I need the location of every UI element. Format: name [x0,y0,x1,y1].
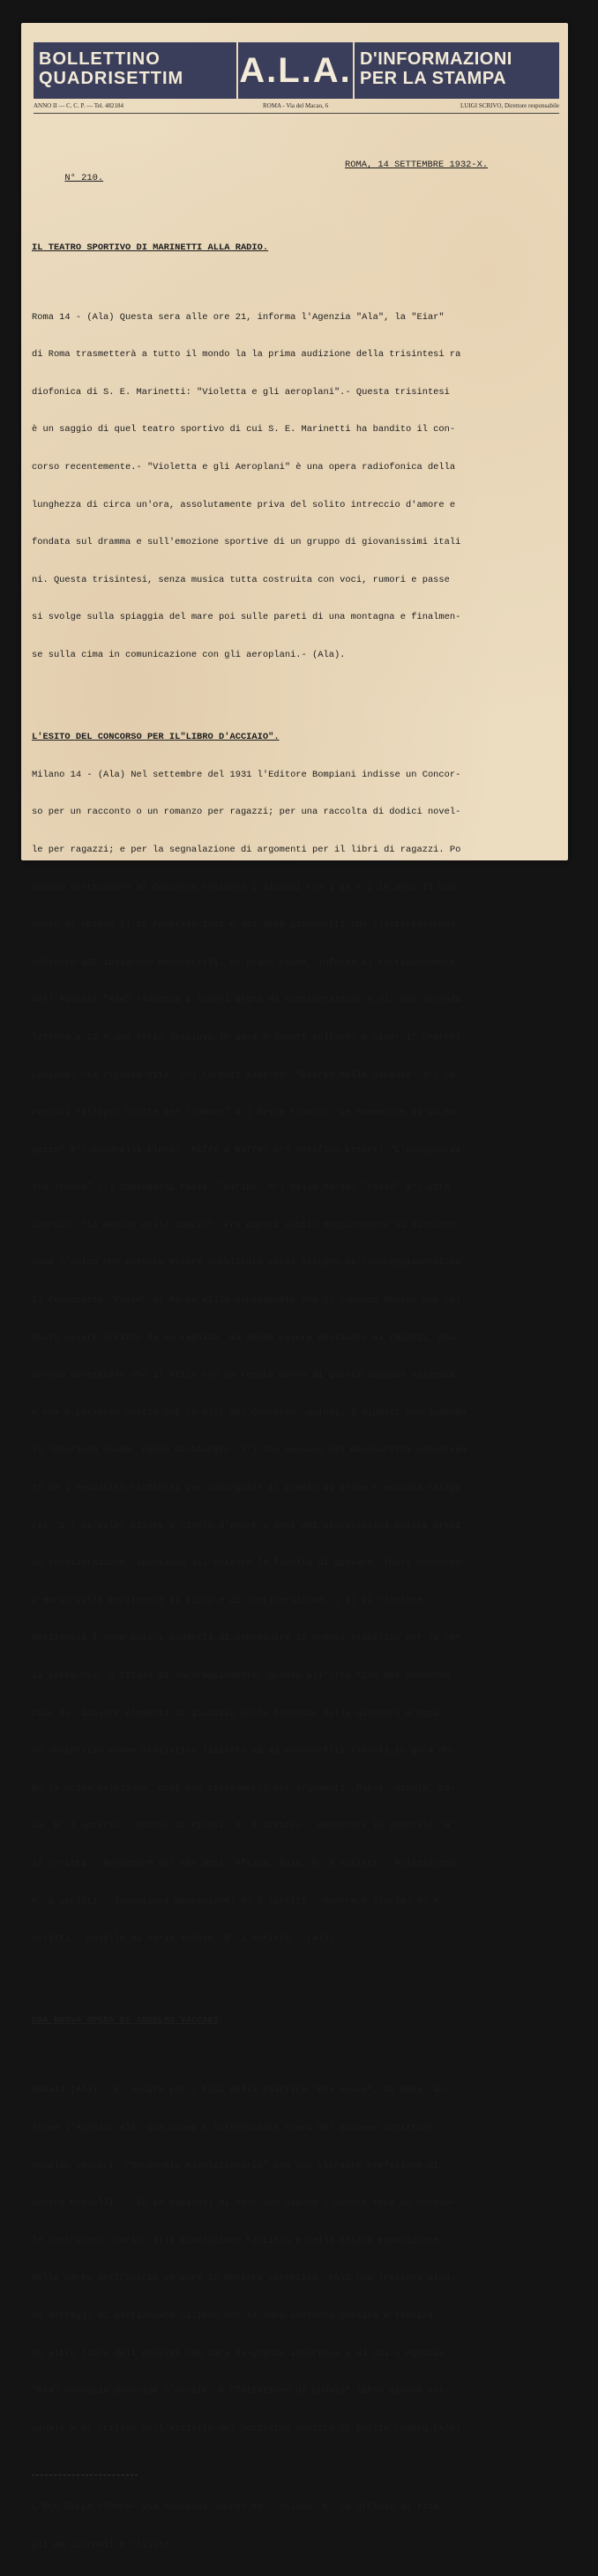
article-line: Giorgio: "La Regina dello Spazio". Fra questi subito maggiormente si distinse, [32,1219,461,1231]
article-line: corso recentemente.- "Violetta e gli Aeroplani" è una opera radiofonica della [32,461,456,473]
article-line: soltanto 182 inviarono manoscritti. Un primo esame, informa il corrispondente [32,957,456,968]
article-line: come l'unico che potesse essere pubblicato senza bisogno di rimaneggiamenti,ma [32,1257,461,1269]
article-line: sa: N° 7 scritti - Storie di Pirati: N° 4 scritti - Avventure in generale: N° [32,1820,456,1832]
article-line: dovuto constatare che il Villa non ha tenuto conto di questa seconda esigenza [32,1370,456,1381]
article-line: le per ragazzi; e per la segnalazione di argomenti per il libri di ragazzi. Po [32,844,461,855]
article-heading: L'ESITO DEL CONCORSO PER IL"LIBRO D'ACCIAIO". [32,732,280,743]
article-line: diofonica di S. E. Marinetti: "Violetta e gli aeroplani".- Questa trisintesi [32,386,450,398]
article-line: fondata sul dramma e sull'emozione sportive di un gruppo di giovanissimi itali [32,537,461,548]
article-line: so per un racconto o un romanzo per ragazzi; per una raccolta di dodici novel- [32,807,461,818]
article-line: Roma 14 - (Ala) Questa sera alle ore 21, informa l'Agenzia "Ala", la "Eiar" [32,311,445,323]
article-line: ginale e di critica sull'attività del notissimo scritto di Emilio Ludwig.(Ala) [32,2423,461,2434]
footer-line: L'ECO DELLA STAMPA- Via Giovanni Jaurès 60 - Milano. E' un ufficio di rita- [32,2501,445,2513]
article-line: un obbiettivo esame statistico limitato ai 41 manoscritti rimasti in gara do- [32,1746,456,1757]
masthead-right-line1: D'INFORMAZIONI [360,49,512,69]
info-director: LUIGI SCRIVO, Direttore responsabile [460,102,559,109]
article-line: in considerazione, lasciando all'editore la facoltà di giovare, fuori concorso- [32,1558,467,1569]
article-line: ni. Questa trisintesi, senza musica tutta costruita con voci, rumori e passe [32,574,450,585]
article-line: Un altro libro dell'Anselmi che sarà di grande interesse e di cui l'Agenzia [32,2348,445,2359]
article-line: il romanzetto "Paese" di Mario Villa considerato che il romanzo doveva non sol [32,1295,461,1307]
article-heading: IL TEATRO SPORTIVO DI MARINETTI ALLA RADIO. [32,242,269,253]
article-line: Luciano: "La Piccola Vita" 2°) Lorenzi Alberto: "Diario delle vacanze" 3°) Lo- [32,1069,461,1081]
masthead-right-line2: PER LA STAMPA [360,69,507,88]
article-line: forma l'Agenzia Ala, una nuova e interessante opera del.giovane scrittore [32,2122,434,2133]
article-line: a Mario Villa meritevole di aiuto e di considerazione. ; 3) Di rinstere [32,1595,422,1606]
article-line: za categoria, a titolo di incoraggiamento. Quanto all'ltro fine del Concorso [32,1671,450,1681]
article-line: Roma14 (Ala) - E' uscita per i tipi della Editrice "Ars nuova", di Roma, in- [32,2085,450,2096]
article-line: renzoni Filippo: "Lotte per l'Amore" 4°) Pesce Franco: "Le Avventure di un Ra- [32,1107,461,1119]
article-line: ti ha i requisiti richiesti per conseguire il premio di prima e seconda catego [32,1483,461,1494]
article-line: tanto essere scritto da un ragazzo, ma anche essere destinato ai ragazzi, han [32,1332,456,1344]
masthead-info-bar [34,101,559,114]
masthead-title-right [355,42,559,99]
article-line: lettura a 12 e una terza lasciava in gara 9 lavori soltanto e cioè: 1° Cherchi [32,1031,461,1043]
article-line: "Ala" annunzia prossima l'uscita, è "Imitazione di Ludwig" libro vivace ori- [32,2386,450,2397]
info-year-phone: ANNO II — C. C. P. — Tel. 482184 [34,102,124,109]
article-line: cioè di ricavare elementi di giudizio sulle tendenze della gioventù d'oggi [32,1708,439,1719]
footer-line: gli da giornali e riviste. [32,2539,176,2550]
article-line: N° 2 scritti - Invenzioni meccaniche: N° 3 scritti - Guerra e Storia: N° 4 [32,1895,439,1907]
article-line: se sulla cima in comunicazione con gli aeroplani.- (Ala). [32,649,346,660]
issue-line [32,159,561,183]
article-line: e che è pertanto uscito dai termini del Concorso, quindi, i Giudici concludendo [32,1407,467,1418]
document-body [32,134,561,2576]
article-line: ria. 2°) Di voler citare a titolo d'onore i nomi dei giovanissimi Autori presi [32,1520,461,1531]
masthead [34,42,559,99]
article-line: Milano 14 - (Ala) Nel settembre del 1931 l'Editore Bompiani indisse un Concor- [32,769,461,780]
article-line: 11 scritti - Avventure nel Far West. Africa, Asia: N° 9 scritti - Poliziescho [32,1858,456,1869]
newsletter-page [21,23,568,2550]
footer-divider [32,2475,138,2476]
article-line: meritevoli i nove Autori suddetti di conseguire il premio stabilito per la ter [32,1633,461,1644]
masthead-title-left [34,42,236,99]
masthead-left-line2: QUADRISETTIM [39,69,184,88]
issue-number: N° 210. [64,172,104,183]
article-line: scritti - Novelle di varia indole: N° 1 scritto. (Ala) [32,1933,334,1945]
article-line: tevano partecipare al Concorso soltanto i giovani tra i 10 e i 16 anni.Il Con [32,882,456,893]
issue-date: ROMA, 14 SETTEMBRE 1932-X. [345,160,489,171]
article-heading: UNA NUOVA OPERA DI ANSELMO VACCARI [32,2015,220,2027]
article-line: di Roma trasmetterà a tutto il mondo la la prima audizione della trisintesi ra [32,349,461,361]
article-line: ni dettagli di particolare rilievo per la loro sostanza pratica e teorica. [32,2310,439,2321]
article-line: Anselmo Vaccari: "Decennale Rivoluzionario" con una vibrante prefazione di [32,2160,439,2171]
article-line: gazzo" 5°) Roverelli Elena: "Riffe e Raffe" 6°) Serafino Ettore: "L'Avanguardi [32,1144,461,1156]
article-line: sta Tebano" 7°) Simingardi Paola: "Biribì" 8°) Villa Mario: "Paese" 9°) Zito [32,1182,450,1194]
masthead-logo-ala: A.L.A. [238,42,353,99]
article-line: è un saggio di quel teatro sportivo di cui S. E. Marinetti ha bandito il con- [32,424,456,436]
article-line: po la prima selezione, così può riassumerli per argomenti: Paese, scuola, ca- [32,1783,456,1794]
info-address: ROMA - Via del Macao, 6 [263,102,329,109]
masthead-left-line1: BOLLETTINO [39,49,161,69]
article-line: Severo Gravelli. - In 10 capitoli di sole 160 pagine l'autore reca un notevo- [32,2198,456,2209]
article-line: lunghezza di circa un'ora, assolutamente priva del solito intreccio d'amore e [32,499,456,510]
article-line: le contributo storico alla Rivoluzione Fascista e nella chiara esposizione [32,2235,439,2246]
article-line: il laborioso esame, hanno dichiarato: 1°) Che nessuno dei manoscritti concorren [32,1445,467,1456]
article-line: della parte dottrinaria se pure in maniera sintetica, egli non trascura alcu- [32,2273,456,2284]
article-line: si svolge sulla spiaggia del mare poi sulle pareti di una montagna e finalmen- [32,612,461,623]
article-line: dell'Agenzia "Ala" riduceva i lavori degni di considerazione a 41: una seconda [32,994,461,1006]
article-line: corso si chiuse il 28 Febbraio 1932 e dei 3658 giovanetti che s'interessarono, [32,919,461,931]
